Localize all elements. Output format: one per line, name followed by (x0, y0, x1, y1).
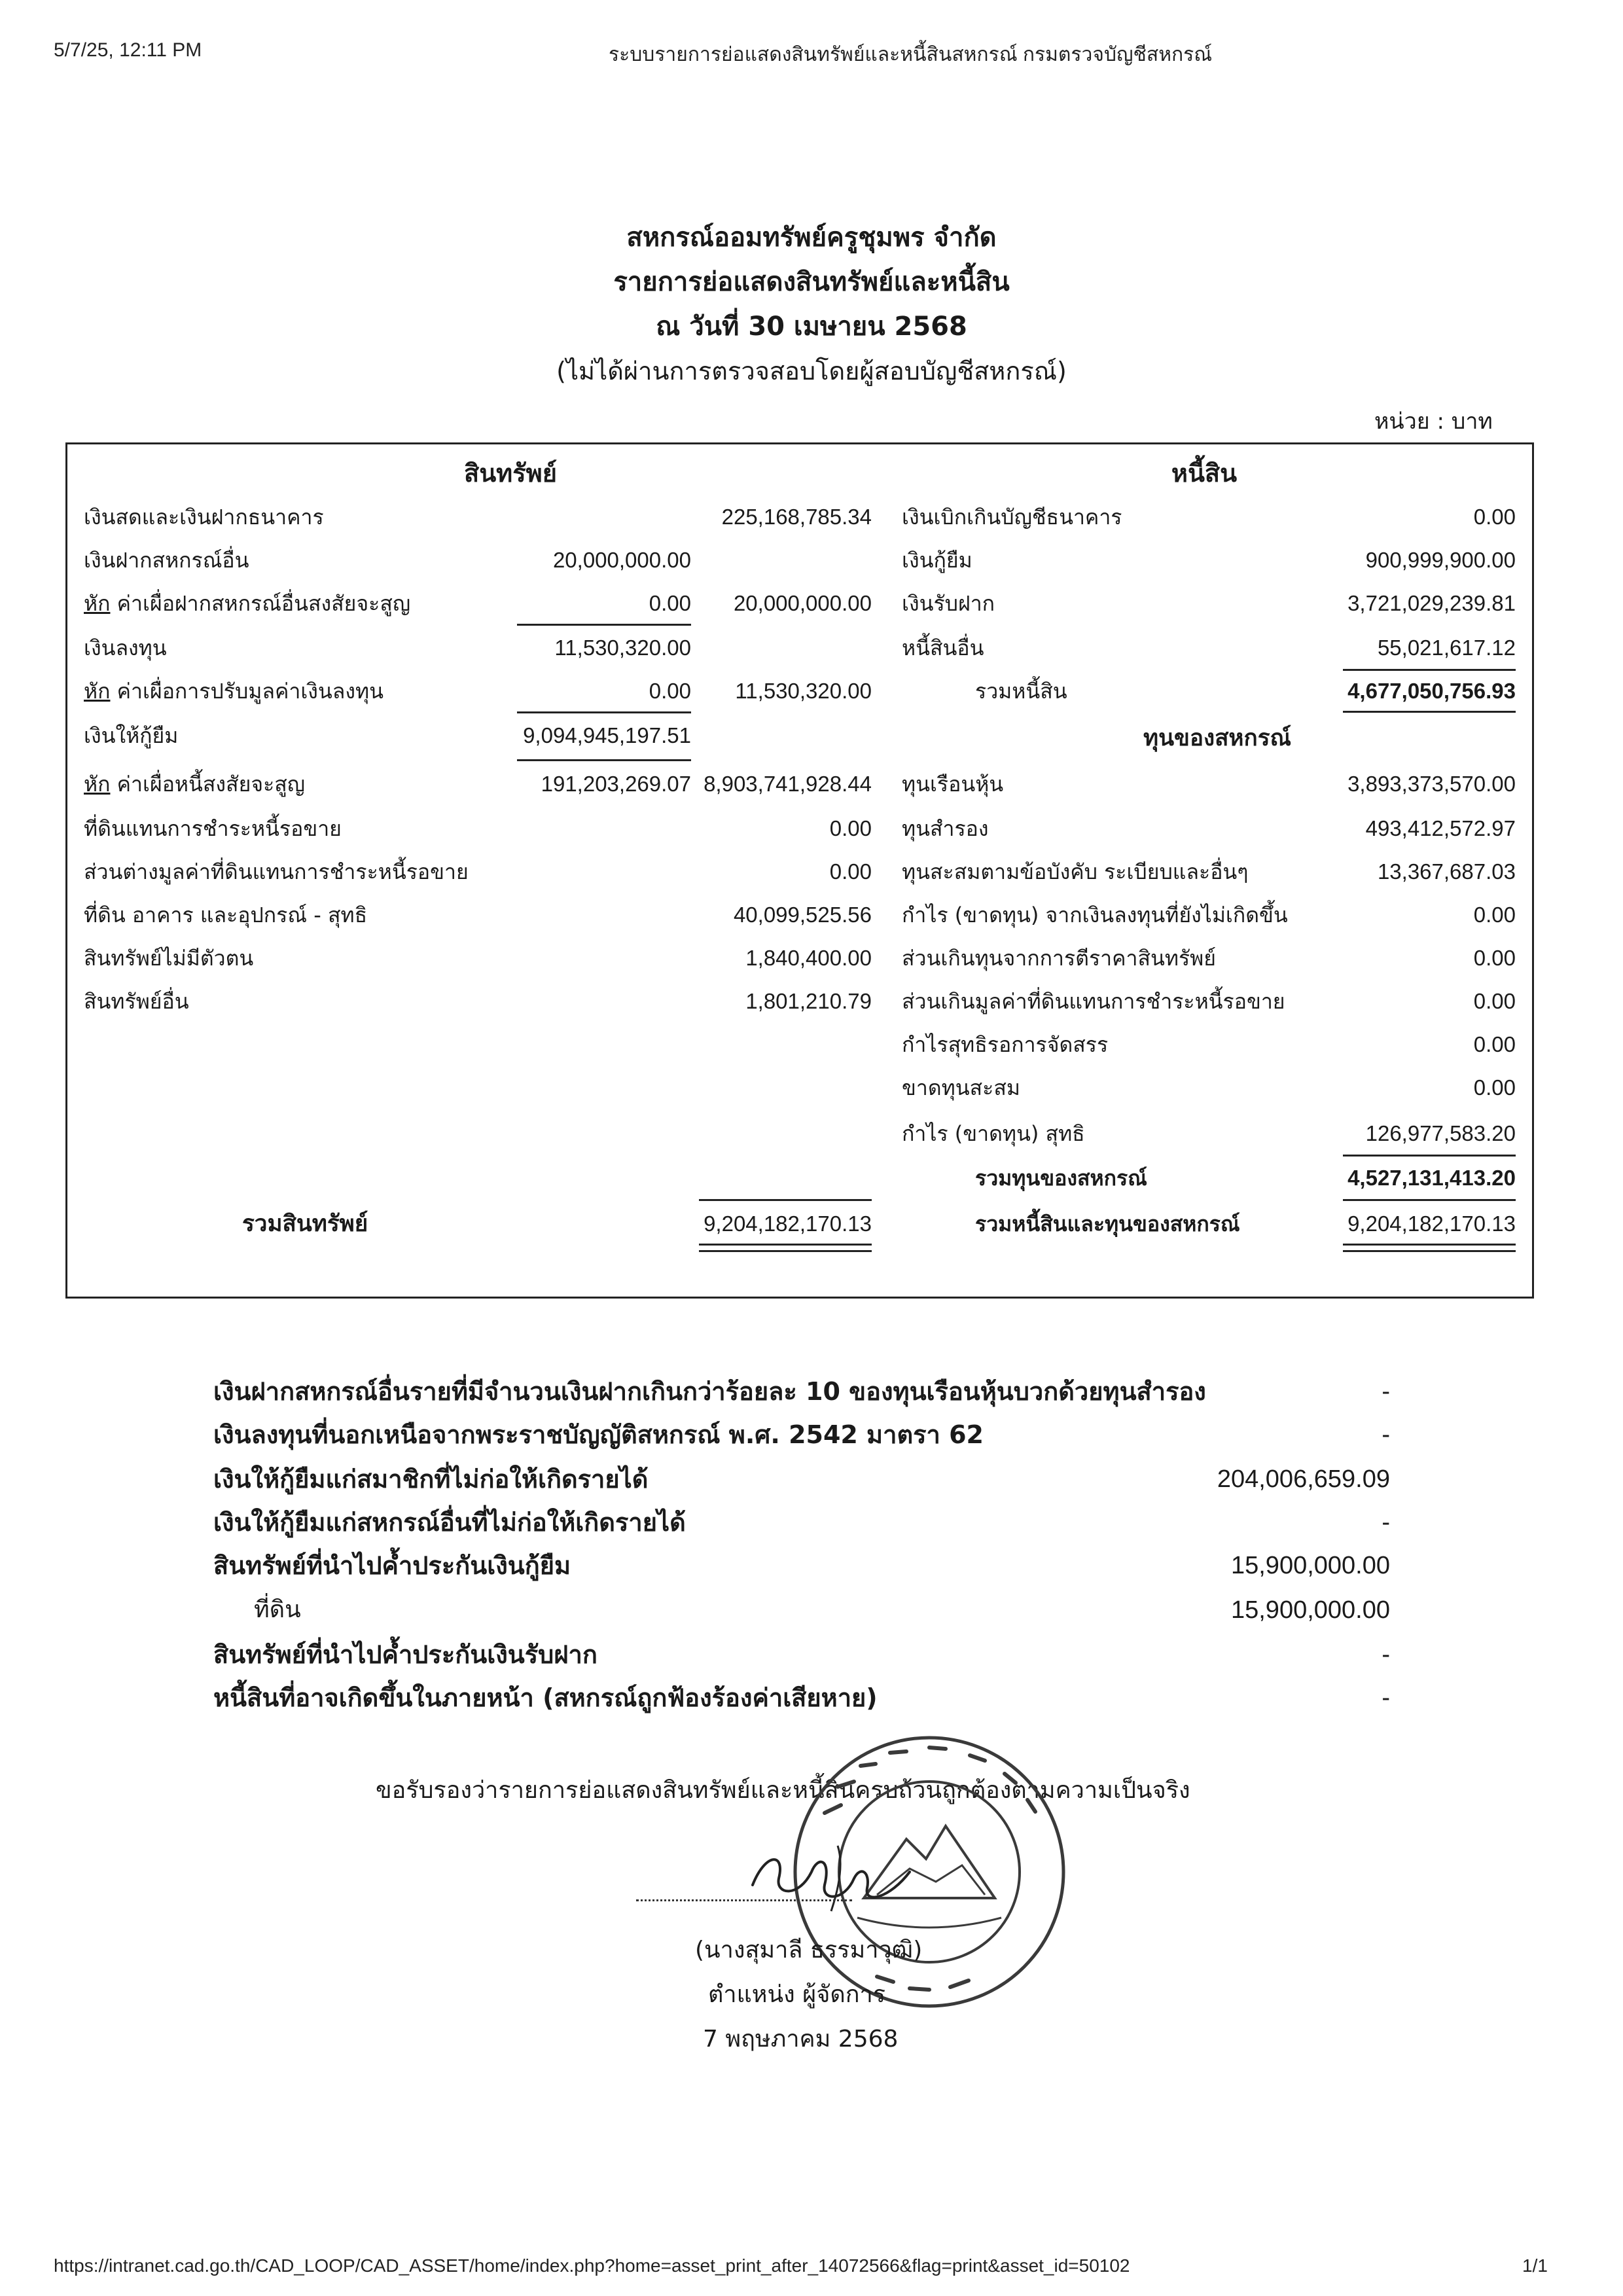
note-value: 204,006,659.09 (1217, 1465, 1390, 1493)
asset-subvalue: 20,000,000.00 (552, 548, 691, 572)
equity-label: ทุนเรือนหุ้น (902, 772, 1004, 797)
subtotal-rule (517, 624, 691, 626)
asset-label: สินทรัพย์อื่น (84, 989, 189, 1014)
note-label: หนี้สินที่อาจเกิดขึ้นในภายหน้า (สหกรณ์ถูกฟ้องร้องค่าเสียหาย) (213, 1683, 878, 1712)
equity-label: ส่วนเกินทุนจากการตีราคาสินทรัพย์ (902, 946, 1216, 971)
liability-label: เงินกู้ยืม (902, 548, 972, 573)
asset-label: ส่วนต่างมูลค่าที่ดินแทนการชำระหนี้รอขาย (84, 859, 469, 884)
asset-label: เงินฝากสหกรณ์อื่น (84, 548, 249, 573)
equity-heading: ทุนของสหกรณ์ (1143, 725, 1291, 751)
equity-value: 0.00 (1473, 1032, 1516, 1056)
org-name: สหกรณ์ออมทรัพย์ครูชุมพร จำกัด (626, 223, 997, 253)
note-label: ที่ดิน (254, 1596, 301, 1623)
note-label: สินทรัพย์ที่นำไปค้ำประกันเงินรับฝาก (213, 1640, 597, 1669)
total-rule (1343, 1199, 1516, 1201)
total-assets-value: 9,204,182,170.13 (704, 1211, 872, 1236)
total-equity-value: 4,527,131,413.20 (1347, 1166, 1516, 1190)
grand-total-label: รวมหนี้สินและทุนของสหกรณ์ (975, 1211, 1240, 1236)
unit-label: หน่วย : บาท (1374, 408, 1493, 435)
asset-subvalue: 11,530,320.00 (554, 636, 691, 660)
note-value: 15,900,000.00 (1230, 1596, 1390, 1624)
equity-label: กำไรสุทธิรอการจัดสรร (902, 1032, 1109, 1057)
print-page-number: 1/1 (1522, 2255, 1548, 2276)
deduct-label: หัก (84, 591, 111, 616)
equity-value: 493,412,572.97 (1365, 816, 1516, 840)
liability-value: 0.00 (1473, 505, 1516, 529)
asset-label: เงินลงทุน (84, 636, 167, 660)
asset-label (84, 677, 383, 706)
asset-value: 20,000,000.00 (733, 591, 872, 615)
asset-subvalue: 191,203,269.07 (541, 772, 691, 796)
asset-value: 1,840,400.00 (745, 946, 872, 970)
asset-subvalue: 0.00 (649, 679, 691, 703)
asset-label-text: ค่าเผื่อหนี้สงสัยจะสูญ (116, 772, 306, 797)
signature (740, 1826, 936, 1924)
note-label: เงินลงทุนที่นอกเหนือจากพระราชบัญญัติสหกรณ์ พ.ศ. 2542 มาตรา 62 (213, 1420, 984, 1449)
equity-label: ขาดทุนสะสม (902, 1075, 1020, 1100)
signature-date: 7 พฤษภาคม 2568 (703, 2026, 899, 2053)
liability-value: 55,021,617.12 (1377, 636, 1516, 660)
total-equity-label: รวมทุนของสหกรณ์ (975, 1166, 1147, 1191)
equity-value: 0.00 (1473, 946, 1516, 970)
liability-value: 900,999,900.00 (1365, 548, 1516, 572)
equity-label: กำไร (ขาดทุน) สุทธิ (902, 1121, 1085, 1146)
deduct-label: หัก (84, 679, 111, 704)
double-rule (699, 1244, 872, 1246)
double-rule (1343, 1244, 1516, 1246)
asset-label: ที่ดินแทนการชำระหนี้รอขาย (84, 816, 342, 841)
asset-value: 1,801,210.79 (745, 989, 872, 1013)
note-value: - (1382, 1509, 1390, 1536)
equity-value: 3,893,373,570.00 (1347, 772, 1516, 796)
asset-value: 0.00 (829, 816, 872, 840)
total-liabilities-value: 4,677,050,756.93 (1347, 679, 1516, 703)
double-rule (1343, 711, 1516, 713)
print-timestamp: 5/7/25, 12:11 PM (54, 39, 202, 61)
liability-label: เงินรับฝาก (902, 591, 995, 616)
report-date: ณ วันที่ 30 เมษายน 2568 (656, 312, 967, 342)
asset-label-text: ค่าเผื่อฝากสหกรณ์อื่นสงสัยจะสูญ (116, 591, 411, 616)
audit-note: (ไม่ได้ผ่านการตรวจสอบโดยผู้สอบบัญชีสหกรณ์) (556, 357, 1067, 386)
asset-value: 40,099,525.56 (733, 903, 872, 927)
certification-statement: ขอรับรองว่ารายการย่อแสดงสินทรัพย์และหนี้สินครบถ้วนถูกต้องตามความเป็นจริง (376, 1777, 1190, 1804)
asset-label: สินทรัพย์ไม่มีตัวตน (84, 946, 254, 971)
assets-heading: สินทรัพย์ (464, 459, 557, 488)
asset-label: เงินให้กู้ยืม (84, 723, 179, 748)
total-rule (699, 1199, 872, 1201)
signatory-name: (นางสุมาลี ธรรมาวุฒิ) (695, 1937, 923, 1964)
asset-value: 225,168,785.34 (721, 505, 872, 529)
equity-value: 0.00 (1473, 989, 1516, 1013)
asset-subvalue: 9,094,945,197.51 (523, 723, 691, 747)
equity-label: กำไร (ขาดทุน) จากเงินลงทุนที่ยังไม่เกิดขึ้น (902, 903, 1288, 927)
total-liabilities-label: รวมหนี้สิน (975, 679, 1067, 704)
subtotal-rule (517, 759, 691, 761)
signatory-position: ตำแหน่ง ผู้จัดการ (708, 1981, 886, 2008)
equity-label: ทุนสะสมตามข้อบังคับ ระเบียบและอื่นๆ (902, 859, 1249, 884)
asset-label: ที่ดิน อาคาร และอุปกรณ์ - สุทธิ (84, 903, 368, 927)
liabilities-heading: หนี้สิน (1171, 459, 1238, 488)
asset-subvalue: 0.00 (649, 591, 691, 615)
liability-value: 3,721,029,239.81 (1347, 591, 1516, 615)
asset-value: 0.00 (829, 859, 872, 884)
asset-value: 8,903,741,928.44 (704, 772, 872, 796)
note-label: เงินให้กู้ยืมแก่สหกรณ์อื่นที่ไม่ก่อให้เกิดรายได้ (213, 1508, 686, 1537)
equity-value: 13,367,687.03 (1377, 859, 1516, 884)
equity-label: ทุนสำรอง (902, 816, 989, 841)
asset-label-text: ค่าเผื่อการปรับมูลค่าเงินลงทุน (116, 679, 383, 704)
subtotal-rule (517, 711, 691, 713)
note-value: - (1382, 1421, 1390, 1448)
total-rule (1343, 1155, 1516, 1157)
equity-value: 0.00 (1473, 1075, 1516, 1100)
equity-label: ส่วนเกินมูลค่าที่ดินแทนการชำระหนี้รอขาย (902, 989, 1285, 1014)
asset-label (84, 770, 305, 798)
note-value: 15,900,000.00 (1230, 1552, 1390, 1579)
total-assets-label: รวมสินทรัพย์ (242, 1211, 368, 1237)
note-label: สินทรัพย์ที่นำไปค้ำประกันเงินกู้ยืม (213, 1551, 571, 1580)
double-rule (1343, 1250, 1516, 1252)
print-url: https://intranet.cad.go.th/CAD_LOOP/CAD_ASSET/home/index.php?home=asset_print_after_14072566&flag=print&asset_id=50102 (54, 2255, 1130, 2276)
grand-total-value: 9,204,182,170.13 (1347, 1211, 1516, 1236)
equity-value: 0.00 (1473, 903, 1516, 927)
note-value: - (1382, 1641, 1390, 1668)
note-value: - (1382, 1684, 1390, 1712)
equity-value: 126,977,583.20 (1365, 1121, 1516, 1145)
note-label: เงินฝากสหกรณ์อื่นรายที่มีจำนวนเงินฝากเกินกว่าร้อยละ 10 ของทุนเรือนหุ้นบวกด้วยทุนสำรอง (213, 1377, 1206, 1406)
note-label: เงินให้กู้ยืมแก่สมาชิกที่ไม่ก่อให้เกิดรายได้ (213, 1465, 649, 1494)
liability-label: หนี้สินอื่น (902, 636, 984, 660)
print-system-title: ระบบรายการย่อแสดงสินทรัพย์และหนี้สินสหกรณ์ กรมตรวจบัญชีสหกรณ์ (609, 44, 1213, 65)
signature-line (636, 1899, 852, 1901)
asset-label: เงินสดและเงินฝากธนาคาร (84, 505, 324, 529)
report-title: รายการย่อแสดงสินทรัพย์และหนี้สิน (613, 267, 1010, 297)
liability-label: เงินเบิกเกินบัญชีธนาคาร (902, 505, 1122, 529)
asset-value: 11,530,320.00 (735, 679, 872, 703)
asset-label (84, 589, 410, 618)
total-rule (1343, 669, 1516, 671)
double-rule (699, 1250, 872, 1252)
deduct-label: หัก (84, 772, 111, 797)
note-value: - (1382, 1378, 1390, 1405)
